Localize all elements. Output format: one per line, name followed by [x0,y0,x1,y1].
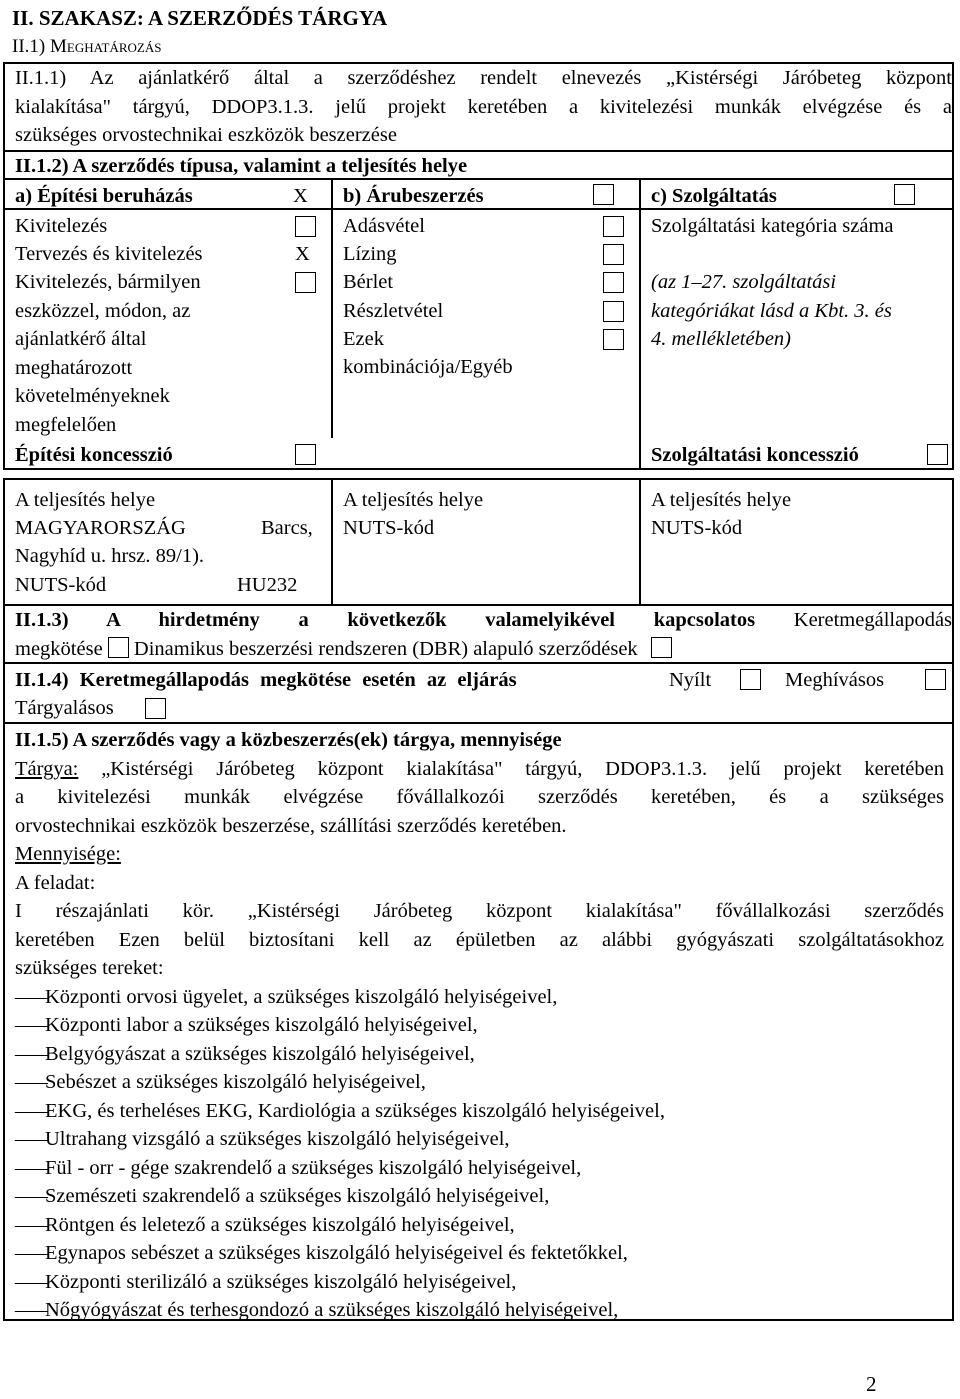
s115-title: II.1.5) A szerződés vagy a közbeszerzés(ek) tárgya, mennyisége [15,729,562,751]
s115-list [15,983,944,1325]
list-dash: — [15,1156,48,1179]
list-item-text: Belgyógyászat a szükséges kiszolgáló helyiségeivel, [45,1042,475,1065]
b-item-4: Részletvétel [343,300,444,322]
szolg-koncesszio: Szolgáltatási koncesszió [651,444,859,466]
s114-targyalasos-checkbox[interactable] [145,698,166,719]
list-item-text: Röntgen és leletező a szükséges kiszolgáló helyiségeivel, [45,1213,515,1236]
a-item-3-checkbox[interactable] [295,272,316,293]
list-item [15,1154,944,1183]
a-item-2-mark: X [295,243,310,265]
list-dash: — [15,985,48,1008]
s112-place-row [3,478,954,606]
col-a-header [5,180,333,208]
c-label: c) Szolgáltatás [651,185,777,207]
list-item-text: Egynapos sebészet a szükséges kiszolgáló helyiségeivel és fektetőkkel, [45,1242,628,1264]
list-item-text: EKG, és terheléses EKG, Kardiológia a szükséges kiszolgáló helyiségeivel, [45,1099,665,1122]
col-b-body [331,210,641,438]
s115-t1-text: „Kistérségi Járóbeteg központ kialakítása" tárgyú, DDOP3.1.3. jelű projekt keretében [101,757,945,780]
s114-nyilt: Nyílt [669,669,712,691]
s113-box [3,604,954,664]
c-note-l2: kategóriákat lásd a Kbt. 3. és [651,299,892,322]
s114-meghivasos-checkbox[interactable] [925,669,946,690]
list-dash: — [15,1213,48,1236]
b-item-2-checkbox[interactable] [603,244,624,265]
s114-title: II.1.4) Keretmegállapodás megkötése esetén az eljárás [15,669,517,691]
list-item [15,1182,944,1211]
place-c-l1: A teljesítés helye [651,489,792,511]
place-b-l1: A teljesítés helye [343,489,484,511]
list-item [15,1125,944,1154]
list-item [15,1068,944,1097]
b-item-5: Ezek [343,328,384,350]
list-item-text: Központi sterilizáló a szükséges kiszolgáló helyiségeivel, [45,1270,517,1293]
place-c [639,480,952,604]
s115-t3: orvostechnikai eszközök beszerzése, szállítási szerződés keretében. [15,814,567,837]
s114-meghivasos: Meghívásos [785,669,885,691]
list-item [15,983,944,1012]
list-dash: — [15,1071,48,1093]
list-dash: — [15,1270,48,1293]
s115-p1: I részajánlati kör. „Kistérségi Járóbeteg központ kialakítása" fővállalkozási szerződés [15,900,944,922]
s113-opt2: Dinamikus beszerzési rendszeren (DBR) alapuló szerződések [133,637,638,660]
s115-mennyisege: Mennyisége: [15,843,121,865]
section-subtitle: II.1) Meghatározás [12,36,162,57]
s115-box [3,722,954,1321]
place-a-nuts-code: HU232 [237,574,298,596]
szolg-koncesszio-checkbox[interactable] [927,444,948,465]
a-item-1: Kivitelezés [15,215,108,237]
s115-p3: szükséges tereket: [15,957,164,979]
b-item-2: Lízing [343,243,397,265]
list-dash: — [15,1014,48,1036]
a-item-3-l4: meghatározott [15,356,133,379]
s115-p2: keretében Ezen belül biztosítani kell az épületben az alábbi gyógyászati szolgáltatásokhoz [15,928,944,951]
place-b [331,480,641,604]
place-a-nuts-label: NUTS-kód [15,574,107,596]
a-item-3-l6: megfelelően [15,413,117,436]
s114-box [3,662,954,724]
s113-opt1a: Keretmegállapodás [793,609,953,631]
place-a [5,480,333,604]
list-item-text: Fül - orr - gége szakrendelő a szükséges kiszolgáló helyiségeivel, [45,1156,582,1179]
list-item-text: Szemészeti szakrendelő a szükséges kiszolgáló helyiségeivel, [45,1185,550,1207]
s115-targya-label: Tárgya: [15,757,79,780]
s115-t2: a kivitelezési munkák elvégzése fővállalkozói szerződés keretében, és a szükséges [15,786,944,808]
place-a-city: Barcs, [261,517,313,539]
a-item-2: Tervezés és kivitelezés [15,243,203,265]
b-label: b) Árubeszerzés [343,185,484,207]
list-dash: — [15,1185,48,1207]
a-item-3-l5: követelményeknek [15,385,170,407]
a-item-3-l3: ajánlatkérő által [15,328,147,350]
s115-feladat: A feladat: [15,871,96,894]
s112-type-body [3,208,954,470]
b-checkbox[interactable] [593,184,614,205]
epitesi-koncesszio-checkbox[interactable] [295,444,316,465]
col-c-body [639,210,952,468]
list-dash: — [15,1042,48,1065]
b-item-1-checkbox[interactable] [603,216,624,237]
epitesi-koncesszio: Építési koncesszió [15,444,173,466]
list-item [15,1040,944,1069]
list-dash: — [15,1128,48,1150]
c-note-l3: 4. mellékletében) [651,328,792,350]
s111-line2: kialakítása" tárgyú, DDOP3.1.3. jelű projekt keretében a kivitelezési munkák elvégzése és a [15,95,952,118]
a-item-3-l1: Kivitelezés, bármilyen [15,271,201,293]
b-item-5b: kombinációja/Egyéb [343,356,513,378]
list-item-text: Sebészet a szükséges kiszolgáló helyiségeivel, [45,1071,426,1093]
list-item-text: Központi orvosi ügyelet, a szükséges kiszolgáló helyiségeivel, [45,985,558,1008]
s113-opt1b: megkötése [15,637,103,660]
c-note [651,268,892,354]
place-a-country: MAGYARORSZÁG [15,517,186,539]
list-item [15,1239,944,1268]
col-c-header [639,180,952,208]
s115-t1 [15,755,944,784]
c-note-l1: (az 1–27. szolgáltatási [651,271,837,293]
c-category: Szolgáltatási kategória száma [651,215,894,237]
s113-title: II.1.3) A hirdetmény a következők valamelyikével kapcsolatos [15,609,756,631]
list-dash: — [15,1242,48,1264]
s113-line2 [15,635,952,664]
place-c-l2: NUTS-kód [651,517,743,539]
a-item-3 [15,268,201,439]
place-a-address: Nagyhíd u. hrsz. 89/1). [15,545,205,567]
page-number: 2 [866,1372,877,1396]
s113-opt2-checkbox[interactable] [651,637,672,658]
col-a-body [5,210,333,468]
list-dash: — [15,1299,48,1321]
list-item-text: Nőgyógyászat és terhesgondozó a szükséges kiszolgáló helyiségeivel, [45,1299,619,1321]
b-item-3-checkbox[interactable] [603,272,624,293]
s112-type-header [3,178,954,210]
col-b-header [331,180,641,208]
list-item-text: Központi labor a szükséges kiszolgáló helyiségeivel, [45,1014,478,1036]
b-item-1: Adásvétel [343,215,425,237]
list-item [15,1296,944,1325]
place-b-l2: NUTS-kód [343,517,435,539]
list-dash: — [15,1099,48,1122]
s111-line3: szükséges orvostechnikai eszközök beszerzése [15,124,397,146]
s111-line1: II.1.1) Az ajánlatkérő által a szerződéshez rendelt elnevezés „Kistérségi Járóbeteg központ [15,67,952,89]
s113-opt1-checkbox[interactable] [108,637,129,658]
list-item [15,1011,944,1040]
s113-line1 [15,606,952,635]
b-item-5-checkbox[interactable] [603,329,624,350]
list-item-text: Ultrahang vizsgáló a szükséges kiszolgáló helyiségeivel, [45,1128,510,1150]
a-mark: X [293,185,308,207]
list-item [15,1268,944,1297]
b-item-4-checkbox[interactable] [603,301,624,322]
section-title: II. SZAKASZ: A SZERZŐDÉS TÁRGYA [12,6,388,30]
place-a-l1: A teljesítés helye [15,489,156,511]
s114-targyalasos: Tárgyalásos [15,697,114,719]
s111-box [3,62,954,152]
a-label: a) Építési beruházás [15,185,193,207]
c-checkbox[interactable] [894,184,915,205]
a-item-1-checkbox[interactable] [295,216,316,237]
list-item [15,1097,944,1126]
b-item-3: Bérlet [343,271,394,293]
s112-title: II.1.2) A szerződés típusa, valamint a teljesítés helye [3,150,954,180]
a-item-3-l2: eszközzel, módon, az [15,299,191,322]
s114-nyilt-checkbox[interactable] [740,669,761,690]
list-item [15,1211,944,1240]
